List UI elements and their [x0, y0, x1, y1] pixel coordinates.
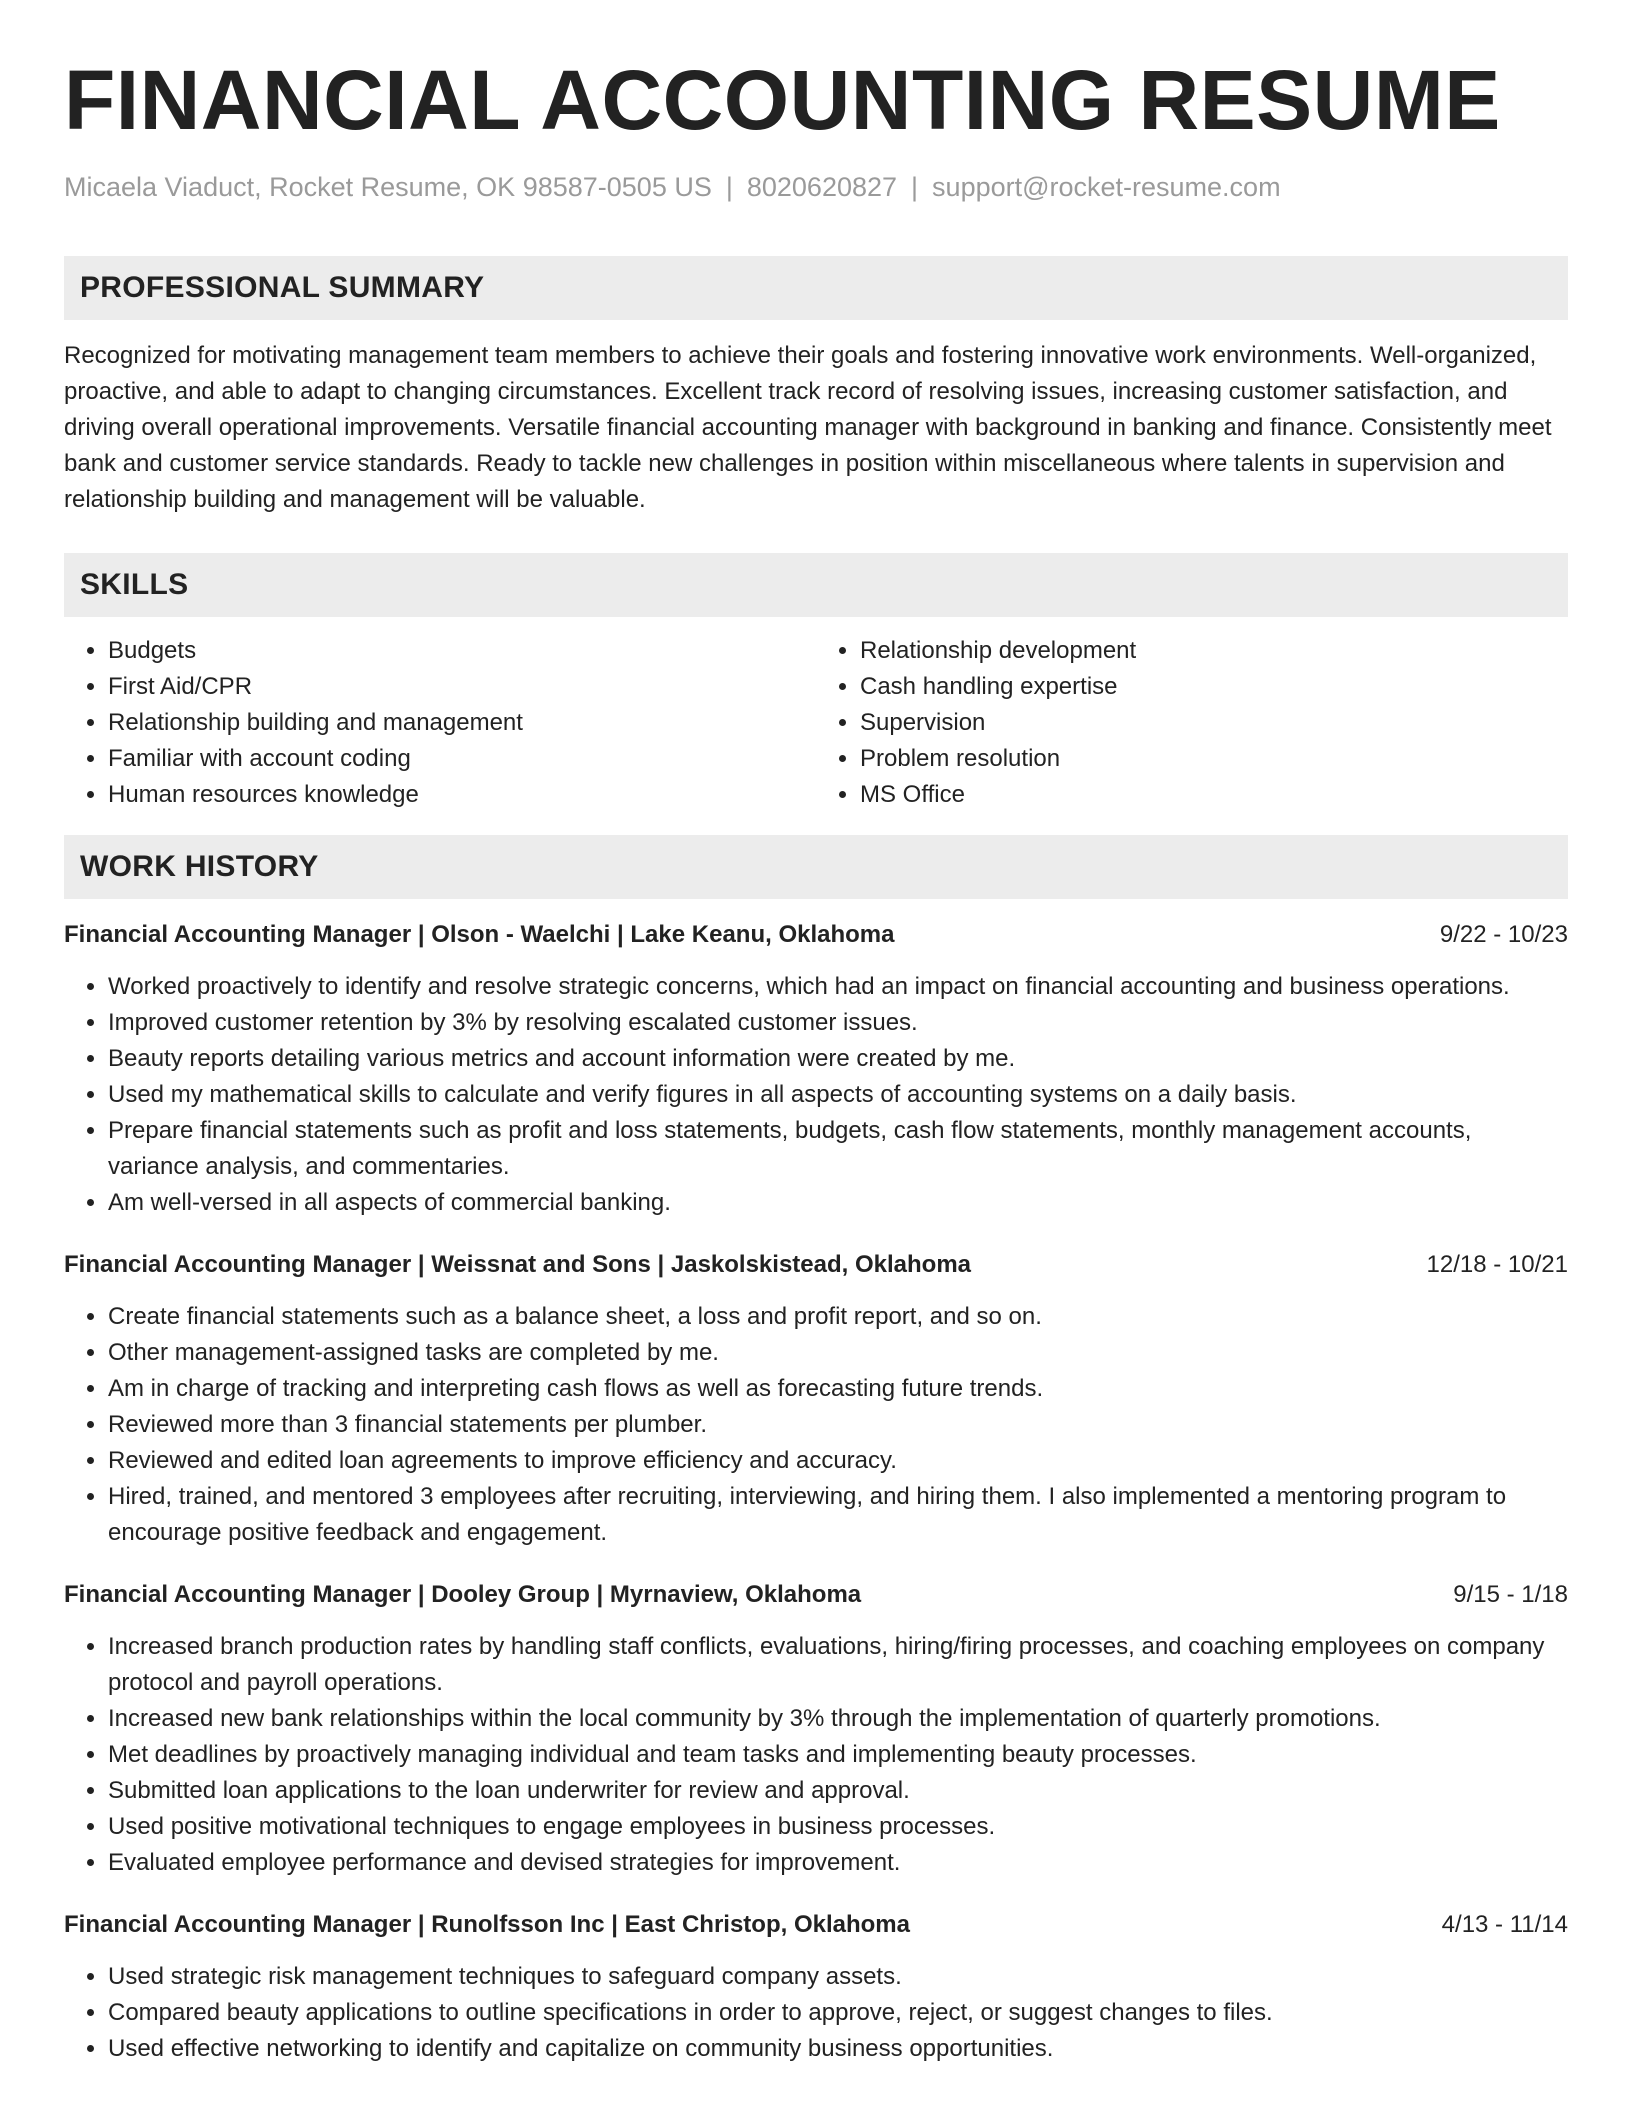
summary-text: Recognized for motivating management team members to achieve their goals and fostering innovative work environments. Well-organized, proactive, and able to adapt to changing circumstances. Excellent track record of resolving issues, increasing customer satisfaction, and driving overall operational improvements. Versatile financial accounting manager with background in banking and finance. Consistently meet bank and customer service standards. Ready to tackle new challenges in position within miscellaneous where talents in supervision and relationship building and management will be valuable. — [64, 342, 1552, 513]
job-entry — [64, 1247, 1568, 1551]
job-bullet-list — [64, 1959, 1568, 2067]
job-bullet: • Reviewed and edited loan agreements to improve efficiency and accuracy. — [108, 1443, 1568, 1479]
job-bullet: • Evaluated employee performance and devised strategies for improvement. — [108, 1845, 1568, 1881]
skills-grid — [64, 633, 1568, 813]
skill-item: • Relationship building and management — [108, 705, 816, 741]
job-bullet: • Increased new bank relationships within the local community by 3% through the implementation of quarterly promotions. — [108, 1701, 1568, 1737]
job-bullet-list — [64, 969, 1568, 1221]
skill-item: • Budgets — [108, 633, 816, 669]
skills-column-left — [64, 633, 816, 813]
skills-column-right — [816, 633, 1568, 813]
job-header — [64, 1907, 1568, 1943]
skill-item: • MS Office — [860, 777, 1568, 813]
skill-item: • First Aid/CPR — [108, 669, 816, 705]
job-bullet-list — [64, 1629, 1568, 1881]
skill-item: • Cash handling expertise — [860, 669, 1568, 705]
job-bullet: • Used strategic risk management techniques to safeguard company assets. — [108, 1959, 1568, 1995]
contact-email: support@rocket-resume.com — [932, 172, 1281, 202]
skill-item: • Relationship development — [860, 633, 1568, 669]
skill-item: • Supervision — [860, 705, 1568, 741]
skill-item: • Problem resolution — [860, 741, 1568, 777]
job-bullet: • Improved customer retention by 3% by resolving escalated customer issues. — [108, 1005, 1568, 1041]
job-bullet: • Am in charge of tracking and interpreting cash flows as well as forecasting future trends. — [108, 1371, 1568, 1407]
job-bullet: • Used my mathematical skills to calculate and verify figures in all aspects of accounting systems on a daily basis. — [108, 1077, 1568, 1113]
contact-line — [64, 170, 1568, 204]
contact-address: Micaela Viaduct, Rocket Resume, OK 98587-0505 US — [64, 172, 712, 202]
job-title: Financial Accounting Manager | Olson - Waelchi | Lake Keanu, Oklahoma — [64, 921, 895, 948]
job-title: Financial Accounting Manager | Dooley Group | Myrnaview, Oklahoma — [64, 1581, 862, 1608]
job-header — [64, 1247, 1568, 1283]
job-bullet: • Am well-versed in all aspects of commercial banking. — [108, 1185, 1568, 1221]
job-dates: 9/15 - 1/18 — [1453, 1581, 1568, 1608]
section-heading-work-history: WORK HISTORY — [64, 835, 1568, 899]
contact-separator: | — [911, 172, 919, 202]
job-entry — [64, 917, 1568, 1221]
job-bullet: • Submitted loan applications to the loan underwriter for review and approval. — [108, 1773, 1568, 1809]
job-bullet: • Used positive motivational techniques to engage employees in business processes. — [108, 1809, 1568, 1845]
skills-section — [64, 553, 1568, 813]
job-bullet: • Create financial statements such as a balance sheet, a loss and profit report, and so on. — [108, 1299, 1568, 1335]
job-bullet-list — [64, 1299, 1568, 1551]
job-bullet: • Met deadlines by proactively managing individual and team tasks and implementing beauty processes. — [108, 1737, 1568, 1773]
contact-separator: | — [725, 172, 733, 202]
job-dates: 9/22 - 10/23 — [1439, 921, 1568, 948]
job-bullet: • Reviewed more than 3 financial statements per plumber. — [108, 1407, 1568, 1443]
professional-summary-section — [64, 256, 1568, 518]
job-bullet: • Prepare financial statements such as profit and loss statements, budgets, cash flow statements, monthly management accounts, variance analysis, and commentaries. — [108, 1113, 1568, 1185]
work-history-section — [64, 835, 1568, 2067]
section-heading-summary: PROFESSIONAL SUMMARY — [64, 256, 1568, 320]
contact-phone: 8020620827 — [746, 172, 898, 202]
job-title: Financial Accounting Manager | Runolfsson Inc | East Christop, Oklahoma — [64, 1911, 910, 1938]
job-bullet: • Increased branch production rates by handling staff conflicts, evaluations, hiring/firing processes, and coaching employees on company protocol and payroll operations. — [108, 1629, 1568, 1701]
job-bullet: • Compared beauty applications to outline specifications in order to approve, reject, or suggest changes to files. — [108, 1995, 1568, 2031]
resume-title: FINANCIAL ACCOUNTING RESUME — [64, 53, 1501, 147]
job-bullet: • Other management-assigned tasks are completed by me. — [108, 1335, 1568, 1371]
job-list — [64, 917, 1568, 2067]
job-entry — [64, 1907, 1568, 2067]
job-bullet: • Used effective networking to identify and capitalize on community business opportunities. — [108, 2031, 1568, 2067]
job-bullet: • Worked proactively to identify and resolve strategic concerns, which had an impact on financial accounting and business operations. — [108, 969, 1568, 1005]
job-entry — [64, 1577, 1568, 1881]
job-header — [64, 1577, 1568, 1613]
job-dates: 12/18 - 10/21 — [1426, 1251, 1568, 1278]
job-bullet: • Hired, trained, and mentored 3 employees after recruiting, interviewing, and hiring them. I also implemented a mentoring program to encourage positive feedback and engagement. — [108, 1479, 1568, 1551]
section-heading-skills: SKILLS — [64, 553, 1568, 617]
skill-item: • Human resources knowledge — [108, 777, 816, 813]
job-dates: 4/13 - 11/14 — [1441, 1911, 1568, 1938]
skill-item: • Familiar with account coding — [108, 741, 816, 777]
job-bullet: • Beauty reports detailing various metrics and account information were created by me. — [108, 1041, 1568, 1077]
job-header — [64, 917, 1568, 953]
job-title: Financial Accounting Manager | Weissnat and Sons | Jaskolskistead, Oklahoma — [64, 1251, 972, 1278]
